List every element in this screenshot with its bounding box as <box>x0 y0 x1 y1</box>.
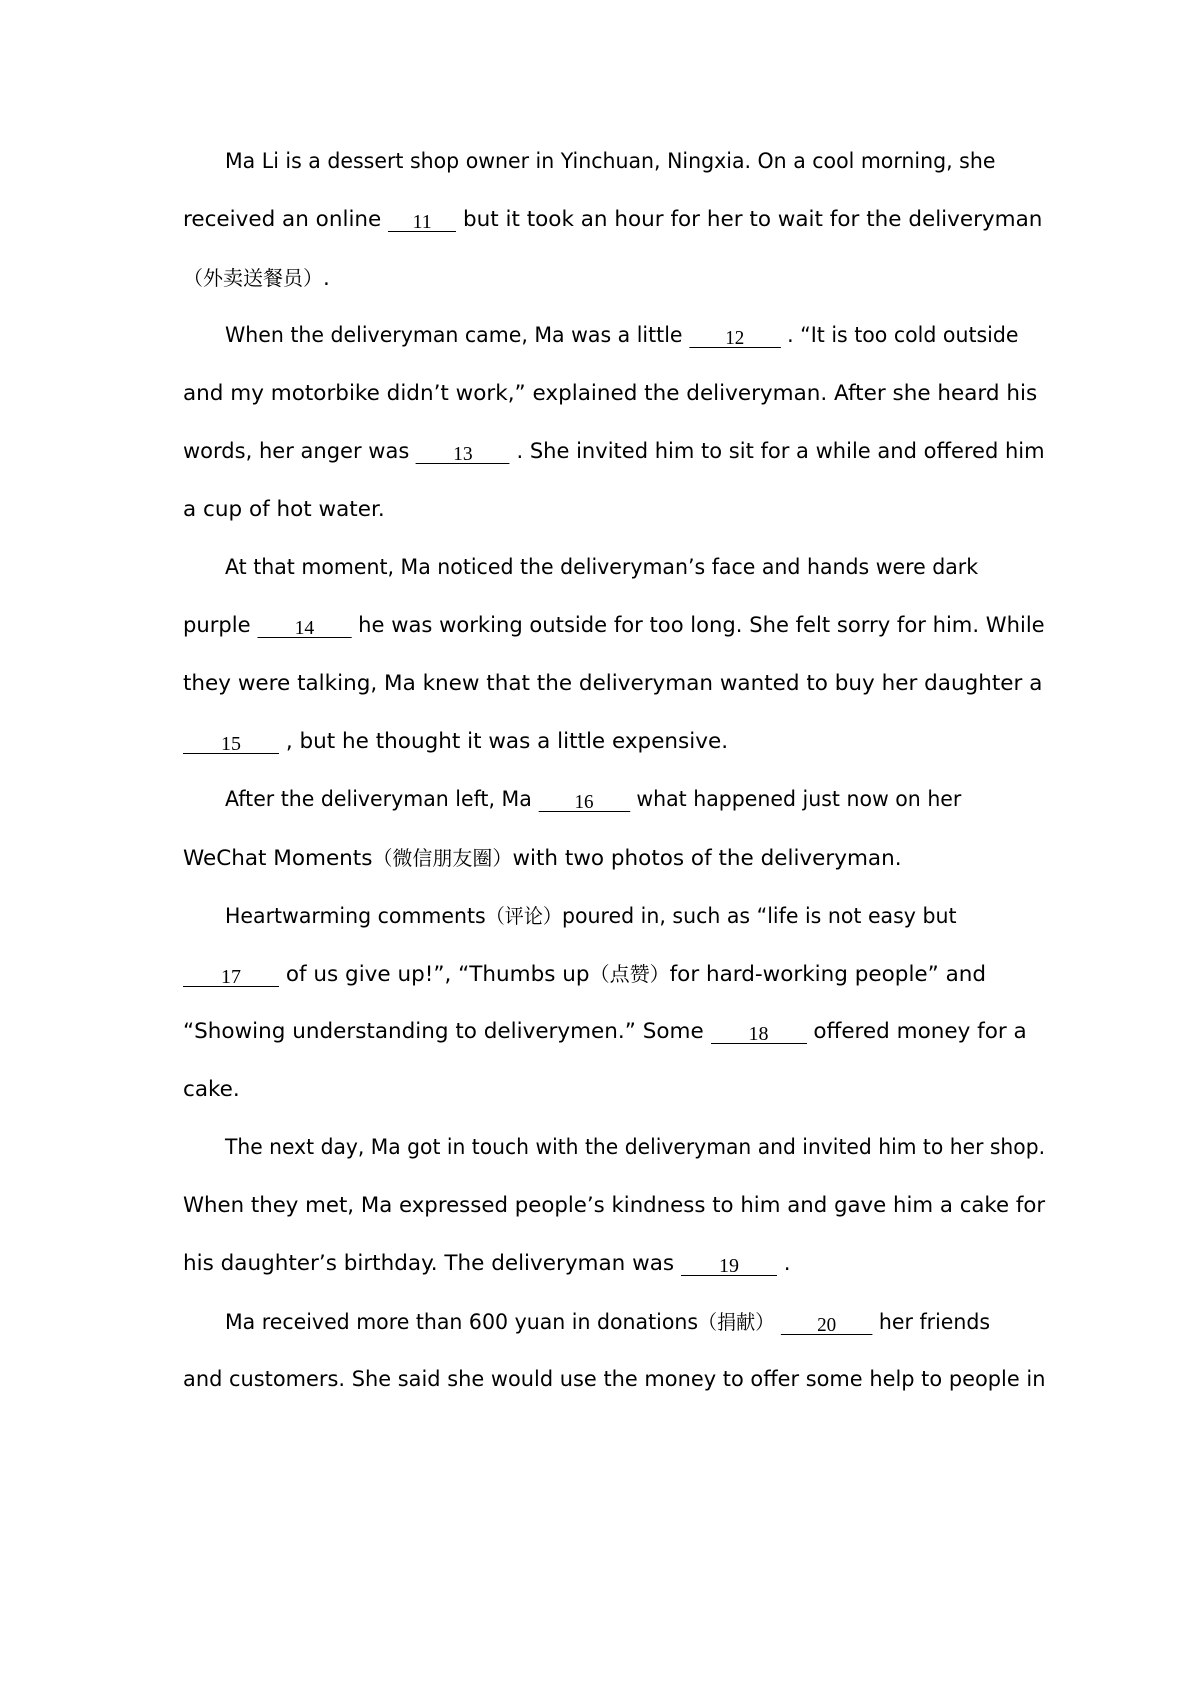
paragraph-line <box>183 1249 1043 1279</box>
chinese-gloss: （捐献） <box>698 1310 775 1334</box>
text-segment: . “It is too cold outside <box>780 323 1019 348</box>
blank-16[interactable]: 16 <box>538 789 630 812</box>
text-segment: with two photos of the deliveryman. <box>512 846 902 871</box>
text-segment: of us give up!”, “Thumbs up <box>279 962 590 987</box>
blank-15[interactable]: 15 <box>183 731 279 754</box>
text-segment: After the deliveryman left, Ma <box>225 787 539 812</box>
blank-12[interactable]: 12 <box>689 325 781 348</box>
paragraph-line <box>183 669 1043 699</box>
text-segment: and my motorbike didn’t work,” explained the deliveryman. After she heard his <box>183 381 1038 406</box>
text-segment: . <box>323 266 330 291</box>
text-segment: and customers. She said she would use the money to offer some help to people in <box>183 1367 1046 1392</box>
text-segment: poured in, such as “life is not easy but <box>562 904 957 929</box>
text-segment: words, her anger was <box>183 439 416 464</box>
text-segment: , but he thought it was a little expensive. <box>279 729 729 754</box>
blank-14[interactable]: 14 <box>257 615 351 638</box>
paragraph-line <box>183 611 1045 641</box>
paragraph-line <box>183 205 1043 235</box>
text-segment: offered money for a <box>806 1019 1027 1044</box>
paragraph-line <box>183 437 1045 467</box>
paragraph-line <box>225 553 1045 583</box>
blank-19[interactable]: 19 <box>681 1253 777 1276</box>
paragraph-line <box>225 1307 1045 1338</box>
paragraph-line <box>183 959 1043 990</box>
chinese-gloss: （外卖送餐员） <box>183 266 323 290</box>
text-segment: Heartwarming comments <box>225 904 486 929</box>
text-segment: he was working outside for too long. She felt sorry for him. While <box>351 613 1045 638</box>
text-segment: but it took an hour for her to wait for the deliveryman <box>456 207 1043 232</box>
paragraph-line <box>183 263 1043 294</box>
paragraph-line <box>183 843 1043 874</box>
text-segment: The next day, Ma got in touch with the deliveryman and invited him to her shop. <box>225 1135 1046 1160</box>
chinese-gloss: （评论） <box>485 904 563 928</box>
text-segment: a cup of hot water. <box>183 497 385 522</box>
chinese-gloss: （微信朋友圈） <box>372 846 513 870</box>
text-segment: When they met, Ma expressed people’s kindness to him and gave him a cake for <box>183 1193 1046 1218</box>
paragraph-line <box>225 1133 1046 1163</box>
chinese-gloss: （点赞） <box>589 962 670 986</box>
paragraph-line <box>183 1191 1046 1221</box>
paragraph-line <box>225 901 1045 932</box>
text-segment: purple <box>183 613 258 638</box>
text-segment: Ma Li is a dessert shop owner in Yinchuan, Ningxia. On a cool morning, she <box>225 149 996 174</box>
paragraph-line <box>183 1017 1043 1047</box>
text-segment: . She invited him to sit for a while and offered him <box>509 439 1045 464</box>
paragraph-line <box>183 379 1043 409</box>
text-segment: At that moment, Ma noticed the deliveryman’s face and hands were dark <box>225 555 979 580</box>
text-segment: for hard-working people” and <box>669 962 987 987</box>
blank-17[interactable]: 17 <box>183 964 279 987</box>
blank-20[interactable]: 20 <box>781 1312 873 1335</box>
blank-11[interactable]: 11 <box>388 209 456 232</box>
text-segment: received an online <box>183 207 389 232</box>
text-segment: Ma received more than 600 yuan in donations <box>225 1310 699 1335</box>
text-segment: they were talking, Ma knew that the deliveryman wanted to buy her daughter a <box>183 671 1043 696</box>
text-segment: her friends <box>872 1310 991 1335</box>
blank-13[interactable]: 13 <box>416 441 510 464</box>
paragraph-line <box>183 1365 1046 1395</box>
text-segment: “Showing understanding to deliverymen.” Some <box>183 1019 711 1044</box>
text-segment: what happened just now on her <box>629 787 962 812</box>
paragraph-line <box>183 727 1043 757</box>
text-segment: When the deliveryman came, Ma was a little <box>225 323 690 348</box>
paragraph-line <box>225 147 1045 177</box>
paragraph-line <box>183 1075 1043 1105</box>
text-segment: cake. <box>183 1077 240 1102</box>
text-segment: WeChat Moments <box>183 846 373 871</box>
paragraph-line <box>225 321 1045 351</box>
paragraph-line <box>225 785 1045 815</box>
text-segment: . <box>776 1251 791 1276</box>
blank-18[interactable]: 18 <box>711 1021 807 1044</box>
text-segment: his daughter’s birthday. The deliveryman was <box>183 1251 681 1276</box>
paragraph-line <box>183 495 1043 525</box>
